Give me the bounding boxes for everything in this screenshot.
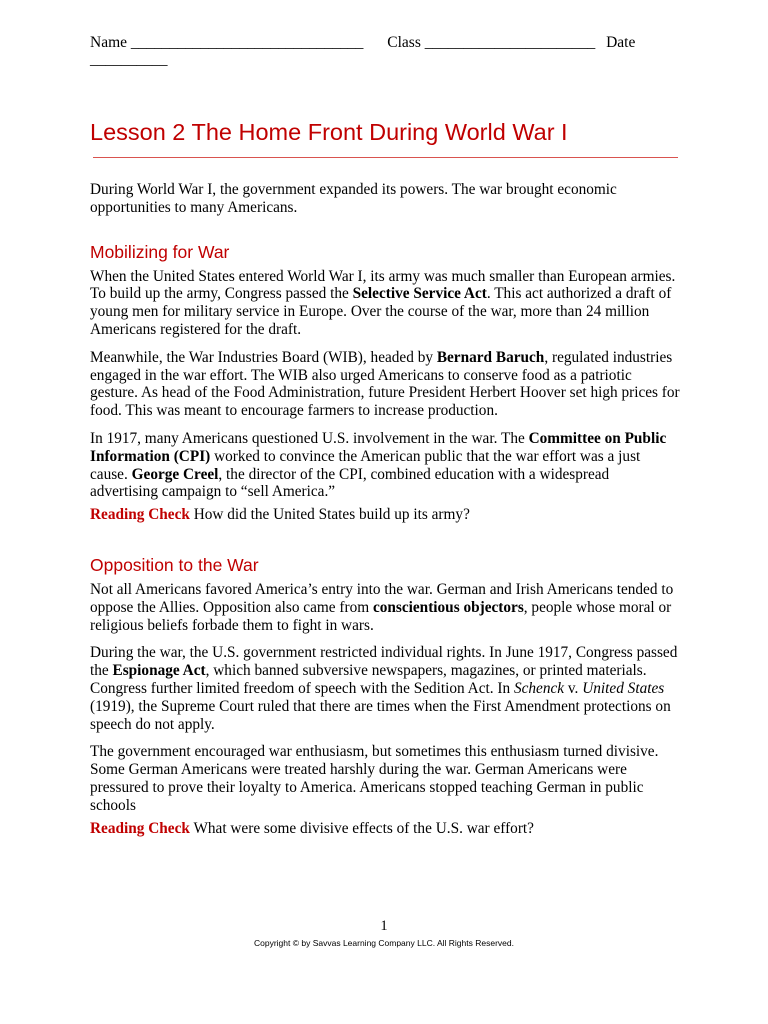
page-number: 1 (380, 918, 388, 934)
paragraph-text: , people whose moral or religious beliefs forbade them to fight in wars. (90, 598, 672, 634)
section-opposition (90, 554, 680, 837)
key-term: Espionage Act (112, 662, 206, 680)
reading-check-question: What were some divisive effects of the U.S. war effort? (193, 819, 534, 837)
key-term: Bernard Baruch (436, 348, 545, 366)
paragraph-text: (1919), the Supreme Court ruled that there are times when the First Amendment protections on speech do not apply. (90, 697, 671, 733)
key-term: Committee on Public Information (CPI) (90, 429, 667, 465)
intro-paragraph: During World War I, the government expanded its powers. The war brought economic opportunities to many Americans. (90, 181, 617, 216)
section-heading: Opposition to the War (90, 554, 259, 575)
name-label: Name (90, 34, 128, 51)
key-term: George Creel (131, 465, 219, 483)
paragraph-text: The government encouraged war enthusiasm, but sometimes this enthusiasm turned divisive. Some German Americans were treated harshly during the war. German Americans were pressured to prove their loyalty to America. Americans stopped teaching German in public schools (90, 743, 659, 814)
reading-check (90, 820, 680, 838)
section-paragraph (90, 268, 680, 339)
reading-check (90, 506, 680, 524)
class-blank: ______________________ (424, 34, 596, 51)
lesson-title: Lesson 2 The Home Front During World War I (90, 119, 568, 145)
title-divider (93, 157, 678, 158)
paragraph-text: During the war, the U.S. government restricted individual rights. In June 1917, Congress passed the (90, 644, 678, 680)
section-mobilizing (90, 241, 680, 524)
case-name: Schenck (513, 679, 565, 697)
paragraph-text: In 1917, many Americans questioned U.S. involvement in the war. The (90, 429, 529, 447)
section-paragraph (90, 349, 680, 420)
paragraph-text: v. (564, 679, 583, 697)
reading-check-question: How did the United States build up its army? (193, 506, 470, 524)
paragraph-text: Not all Americans favored America’s entry into the war. German and Irish Americans tended to oppose the Allies. Opposition also came from (90, 580, 674, 616)
section-paragraph (90, 430, 680, 501)
class-label: Class (387, 34, 421, 51)
key-term: conscientious objectors (372, 598, 524, 616)
date-blank: __________ (90, 51, 168, 68)
paragraph-text: , the director of the CPI, combined education with a widespread advertising campaign to “sell America.” (90, 465, 610, 501)
reading-check-label: Reading Check (90, 819, 190, 837)
paragraph-text: , regulated industries engaged in the war effort. The WIB also urged Americans to conserve food as a patriotic gesture. As head of the Food Administration, future President Herbert Hoover set high prices for food. This was meant to encourage farmers to increase production. (90, 348, 680, 420)
date-blank-line (90, 48, 168, 72)
date-label: Date (606, 34, 636, 51)
student-info-line (90, 31, 690, 55)
copyright-notice: Copyright © by Savvas Learning Company LLC. All Rights Reserved. (254, 938, 514, 948)
paragraph-text: Meanwhile, the War Industries Board (WIB), headed by (90, 348, 437, 366)
section-paragraph (90, 644, 680, 733)
paragraph-text: , which banned subversive newspapers, magazines, or printed materials. Congress further limited freedom of speech with the Sedition Act. In (90, 662, 647, 697)
section-paragraph (90, 743, 680, 814)
paragraph-text: . This act authorized a draft of young men for military service in Europe. Over the course of the war, more than 24 million Americans registered for the draft. (90, 285, 672, 338)
paragraph-text: worked to convince the American public that the war effort was a just cause. (90, 447, 641, 483)
lesson-content (90, 181, 680, 847)
reading-check-label: Reading Check (90, 506, 190, 524)
section-paragraph (90, 581, 680, 634)
paragraph-text: When the United States entered World War I, its army was much smaller than European armies. To build up the army, Congress passed the (90, 267, 676, 303)
name-blank: ______________________________ (130, 34, 364, 51)
section-heading: Mobilizing for War (90, 241, 230, 262)
key-term: Selective Service Act (352, 285, 487, 303)
case-name: United States (582, 679, 665, 697)
